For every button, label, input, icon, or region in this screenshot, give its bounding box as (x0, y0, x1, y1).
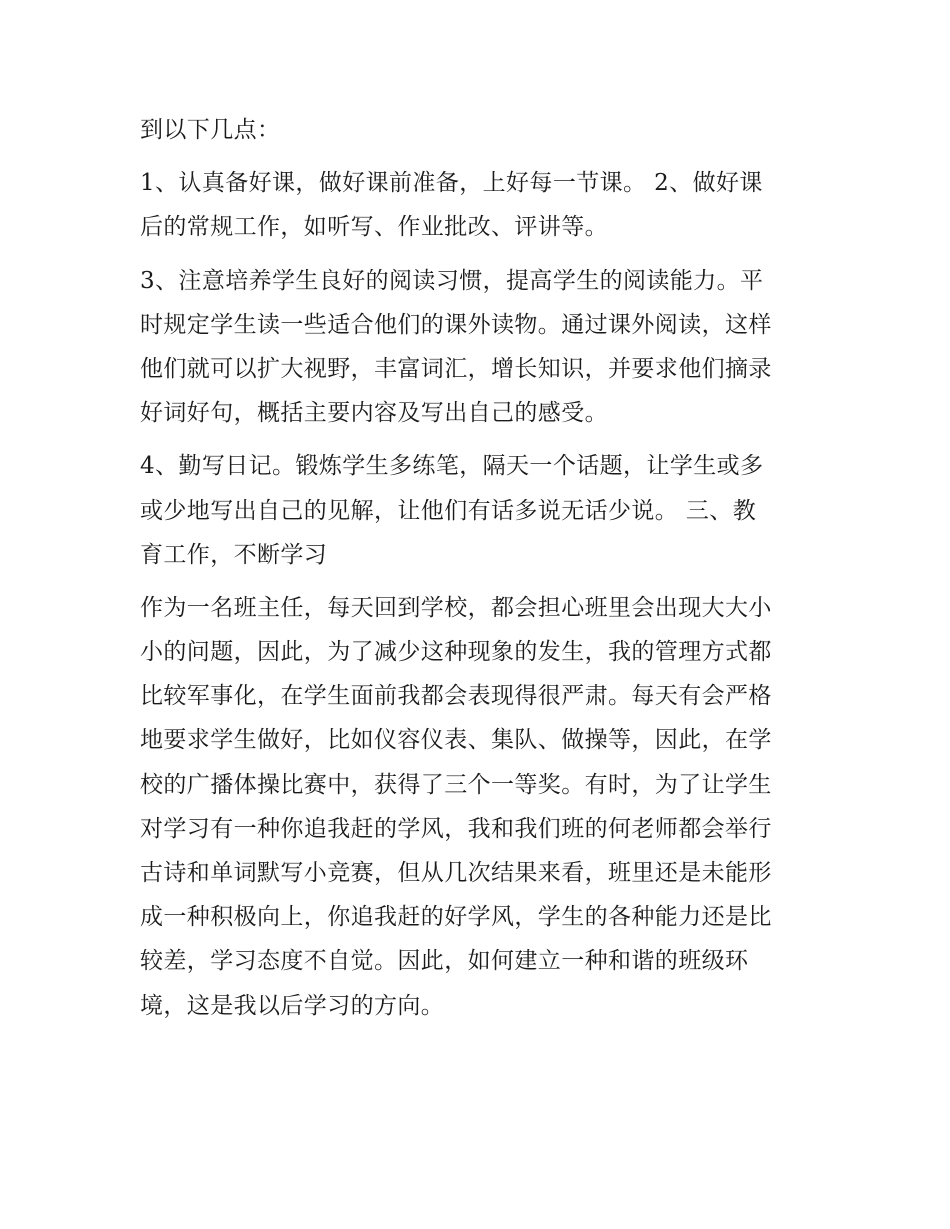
text-line: 时规定学生读一些适合他们的课外读物。通过课外阅读，这样 (140, 311, 772, 338)
text-line: 境，这是我以后学习的方向。 (140, 992, 445, 1019)
text-line: 比较军事化，在学生面前我都会表现得很严肃。每天有会严格 (140, 683, 772, 710)
text-line: 古诗和单词默写小竞赛，但从几次结果来看，班里还是未能形 (140, 860, 772, 886)
text-line: 他们就可以扩大视野，丰富词汇，增长知识，并要求他们摘录 (140, 355, 772, 382)
text-line: 到以下几点： (140, 117, 281, 143)
text-line: 4、勤写日记。锻炼学生多练笔，隔天一个话题，让学生或多 (140, 453, 764, 480)
text-line: 后的常规工作，如听写、作业批改、评讲等。 (140, 214, 608, 241)
text-line: 3、注意培养学生良好的阅读习惯，提高学生的阅读能力。平 (140, 267, 764, 294)
text-line: 较差，学习态度不自觉。因此，如何建立一种和谐的班级环 (140, 948, 749, 975)
text-line: 好词好句，概括主要内容及写出自己的感受。 (140, 400, 608, 427)
text-line: 或少地写出自己的见解，让他们有话多说无话少说。 三、教 (140, 497, 757, 524)
text-line: 地要求学生做好，比如仪容仪表、集队、做操等，因此，在学 (140, 727, 772, 754)
text-line: 作为一名班主任，每天回到学校，都会担心班里会出现大大小 (140, 594, 772, 621)
text-line: 育工作，不断学习 (140, 541, 328, 568)
text-line: 成一种积极向上，你追我赶的好学风，学生的各种能力还是比 (140, 904, 772, 931)
text-line: 对学习有一种你追我赶的学风，我和我们班的何老师都会举行 (140, 815, 772, 842)
text-line: 校的广播体操比赛中，获得了三个一等奖。有时，为了让学生 (140, 771, 772, 798)
document-body (140, 108, 816, 1028)
text-line: 小的问题，因此，为了减少这种现象的发生，我的管理方式都 (140, 639, 772, 666)
text-line: 1、认真备好课，做好课前准备，上好每一节课。 2、做好课 (140, 170, 763, 197)
